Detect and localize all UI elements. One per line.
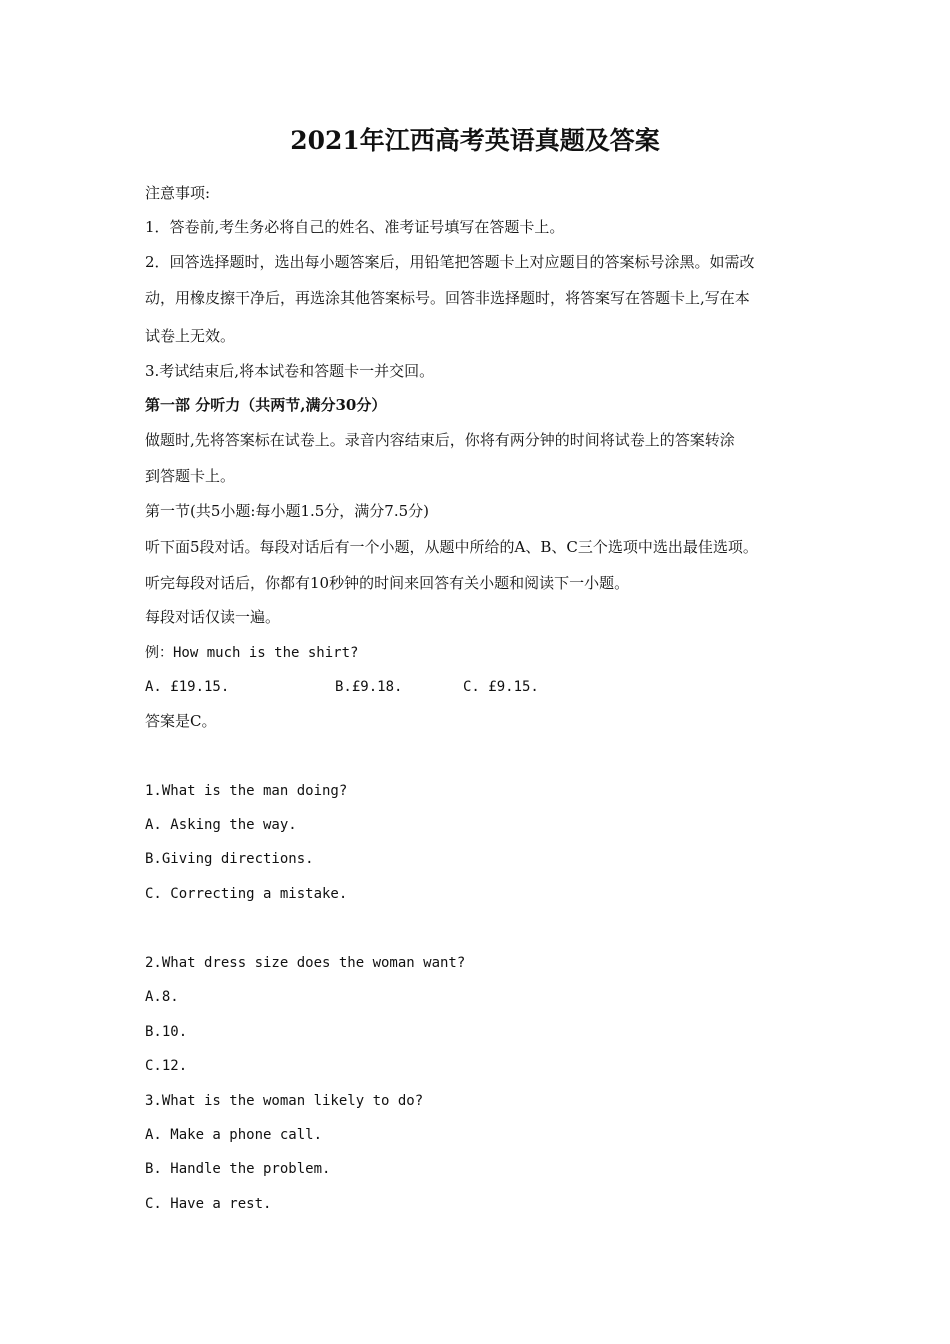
notice-heading: 注意事项: bbox=[145, 184, 211, 202]
example-option-a: A. £19.15. bbox=[145, 679, 230, 695]
question-1-option-c: C. Correcting a mistake. bbox=[145, 886, 348, 902]
notice-item-1: 1．答卷前,考生务必将自己的姓名、准考证号填写在答题卡上。 bbox=[145, 218, 565, 236]
part1-heading: 第一部 分听力（共两节,满分30分） bbox=[145, 396, 387, 414]
section1-desc-line-3: 每段对话仅读一遍。 bbox=[145, 608, 281, 626]
part1-instruction-line-1: 做题时,先将答案标在试卷上。录音内容结束后，你将有两分钟的时间将试卷上的答案转涂 bbox=[145, 431, 735, 449]
example-answer: 答案是C。 bbox=[145, 712, 217, 730]
question-2-option-c: C.12. bbox=[145, 1058, 188, 1074]
notice-item-2-line-3: 试卷上无效。 bbox=[145, 327, 236, 345]
question-3-option-a: A. Make a phone call. bbox=[145, 1127, 323, 1143]
notice-item-2-line-2: 动，用橡皮擦干净后，再选涂其他答案标号。回答非选择题时，将答案写在答题卡上,写在本 bbox=[145, 289, 750, 307]
question-3-option-b: B. Handle the problem. bbox=[145, 1161, 331, 1177]
question-3-option-c: C. Have a rest. bbox=[145, 1196, 272, 1212]
section1-desc-line-2: 听完每段对话后，你都有10秒钟的时间来回答有关小题和阅读下一小题。 bbox=[145, 574, 630, 592]
example-question: 例：How much is the shirt? bbox=[145, 645, 359, 661]
section1-heading: 第一节(共5小题:每小题1.5分，满分7.5分) bbox=[145, 502, 430, 520]
example-option-b: B.£9.18. bbox=[335, 679, 403, 695]
question-2-option-b: B.10. bbox=[145, 1024, 188, 1040]
question-1-option-a: A. Asking the way. bbox=[145, 817, 297, 833]
question-1-option-b: B.Giving directions. bbox=[145, 851, 314, 867]
example-option-c: C. £9.15. bbox=[463, 679, 539, 695]
question-3: 3.What is the woman likely to do? bbox=[145, 1093, 424, 1109]
question-2: 2.What dress size does the woman want? bbox=[145, 955, 466, 971]
question-1: 1.What is the man doing? bbox=[145, 783, 348, 799]
notice-item-3: 3.考试结束后,将本试卷和答题卡一并交回。 bbox=[145, 362, 435, 380]
section1-desc-line-1: 听下面5段对话。每段对话后有一个小题，从题中所给的A、B、C三个选项中选出最佳选项。 bbox=[145, 538, 758, 556]
notice-item-2-line-1: 2．回答选择题时，选出每小题答案后，用铅笔把答题卡上对应题目的答案标号涂黑。如需改 bbox=[145, 253, 755, 271]
part1-instruction-line-2: 到答题卡上。 bbox=[145, 467, 236, 485]
page-title: 2021年江西高考英语真题及答案 bbox=[290, 126, 660, 155]
question-2-option-a: A.8. bbox=[145, 989, 179, 1005]
